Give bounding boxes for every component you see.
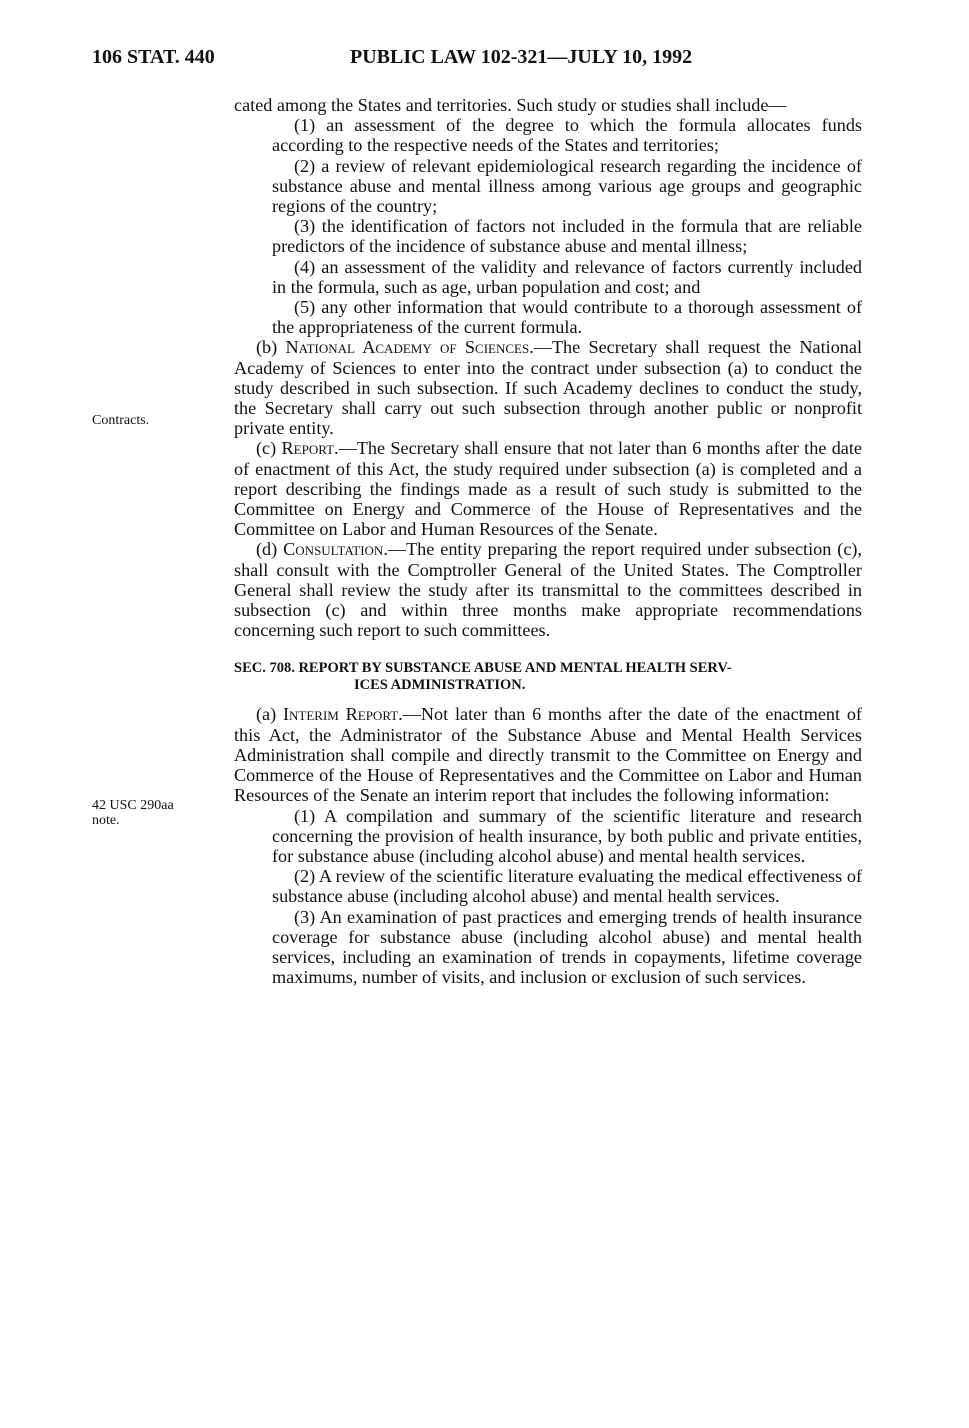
margin-note-usc bbox=[92, 798, 212, 828]
subsection-b-text: —The Secretary shall request the National Academy of Sciences to enter into the contract under subsection (a) to conduct the study described in such subsection. If such Academy declines to conduct the study, the Secretary shall carry out such subsection through another public or nonprofit private entity. bbox=[234, 337, 863, 439]
stat-reference: 106 STAT. 440 bbox=[92, 46, 215, 68]
subsection-d-heading: Consultation. bbox=[283, 539, 388, 560]
list-item: (3) An examination of past practices and emerging trends of health insurance coverage for substance abuse (including alcohol abuse) and mental health services, including an examination of trends in copayments, lifetime coverage maximums, number of visits, and inclusion or exclusion of such services. bbox=[272, 906, 862, 988]
intro-paragraph: cated among the States and territories. Such study or studies shall include— bbox=[234, 95, 787, 115]
sec708-a-label: (a) bbox=[256, 704, 277, 725]
list-item: (2) a review of relevant epidemiological research regarding the incidence of substance abuse and mental illness among various age groups and geographic regions of the country; bbox=[272, 155, 862, 217]
list-item: (5) any other information that would contribute to a thorough assessment of the appropriateness of the current formula. bbox=[272, 297, 862, 338]
subsection-b-label: (b) bbox=[256, 337, 278, 358]
list-item: (3) the identification of factors not included in the formula that are reliable predictors of the incidence of substance abuse and mental illness; bbox=[272, 216, 862, 257]
subsection-c-label: (c) bbox=[256, 438, 277, 459]
sec708-a-text: —Not later than 6 months after the date of the enactment of this Act, the Administrator of the Substance Abuse and Mental Health Services Administration shall compile and directly transmit to the Committee on Energy and Commerce of the House of Representatives and the Committee on Labor and Human Resources of the Senate an interim report that includes the following information: bbox=[234, 704, 862, 806]
list-item: (4) an assessment of the validity and relevance of factors currently included in the formula, such as age, urban population and cost; and bbox=[272, 256, 862, 297]
section-heading-line2: ICES ADMINISTRATION. bbox=[354, 677, 526, 694]
subsection-d-label: (d) bbox=[256, 539, 278, 560]
subsection-b-heading: National Academy of Sciences. bbox=[285, 337, 534, 358]
statute-body bbox=[234, 95, 862, 987]
margin-note-contracts: Contracts. bbox=[92, 413, 150, 428]
subsection-c-text: —The Secretary shall ensure that not later than 6 months after the date of enactment of this Act, the study required under subsection (a) is completed and a report describing the findings made as a result of such study is submitted to the Committee on Energy and Commerce of the House of Representatives and the Committee on Labor and Human Resources of the Senate. bbox=[234, 438, 862, 540]
list-item: (2) A review of the scientific literature evaluating the medical effectiveness of substance abuse (including alcohol abuse) and mental health services. bbox=[272, 866, 862, 907]
margin-note-usc-line1: 42 USC 290aa bbox=[92, 798, 174, 813]
page-header bbox=[92, 46, 862, 74]
list-item: (1) an assessment of the degree to which the formula allocates funds according to the respective needs of the States and territories; bbox=[272, 115, 862, 156]
law-title: PUBLIC LAW 102-321—JULY 10, 1992 bbox=[350, 46, 693, 68]
subsection-c bbox=[234, 438, 862, 539]
sec708-a-heading: Interim Report. bbox=[282, 704, 403, 725]
margin-note-usc-line2: note. bbox=[92, 813, 120, 828]
sec708-subsection-a bbox=[234, 704, 862, 805]
section-heading-line1: SEC. 708. REPORT BY SUBSTANCE ABUSE AND MENTAL HEALTH SERV- bbox=[234, 660, 732, 677]
section-heading bbox=[234, 660, 862, 694]
list-item: (1) A compilation and summary of the scientific literature and research concerning the provision of health insurance, by both public and private entities, for substance abuse (including alcohol abuse) and mental health services. bbox=[272, 805, 862, 866]
subsection-b bbox=[234, 337, 862, 438]
subsection-d bbox=[234, 539, 862, 640]
subsection-c-heading: Report. bbox=[281, 438, 339, 459]
subsection-d-text: —The entity preparing the report required under subsection (c), shall consult with the Comptroller General of the United States. The Comptroller General shall review the study after its transmittal to the committees described in subsection (c) and within three months make appropriate recommendations concerning such report to such committees. bbox=[234, 539, 863, 641]
